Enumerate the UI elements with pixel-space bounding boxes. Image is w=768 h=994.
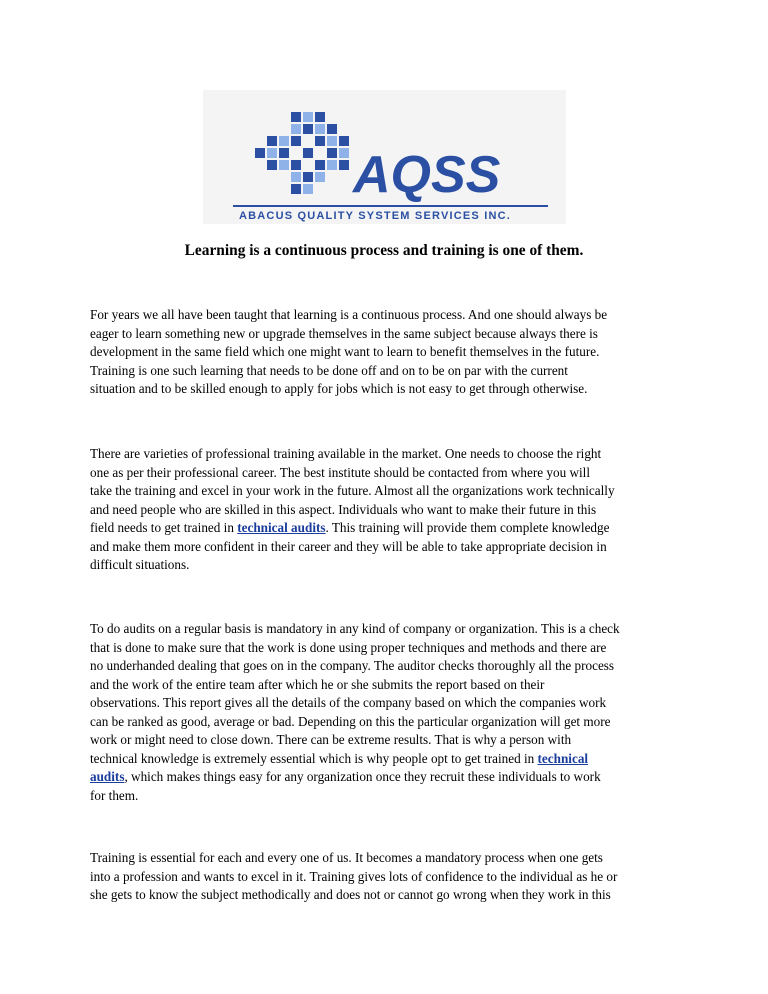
- text-line: and make them more confident in their career and they will be able to take appropriate decision in: [90, 538, 607, 554]
- text-line: observations. This report gives all the details of the company based on which the companies work: [90, 695, 607, 710]
- text-line: she gets to know the subject methodically and does not or cannot go wrong when they work in this: [90, 887, 611, 902]
- text-line: Training is one such learning that needs to be done off and on to be on par with the current: [90, 362, 568, 378]
- text-line: into a profession and wants to excel in it. Training gives lots of confidence to the individual as he or: [90, 868, 618, 884]
- paragraph-2: [90, 445, 682, 575]
- text-line: for them.: [90, 787, 139, 803]
- logo-wordmark: AQSS: [353, 146, 501, 204]
- technical-audits-link[interactable]: technical: [537, 750, 589, 766]
- text-line: that is done to make sure that the work is done using proper techniques and methods and there are: [90, 639, 607, 655]
- text-line: technical knowledge is extremely essential which is why people opt to get trained in technical: [90, 750, 589, 766]
- text-line: take the training and excel in your work in the future. Almost all the organizations work technically: [90, 483, 615, 498]
- paragraph-1: [90, 306, 682, 399]
- text-line: field needs to get trained in technical audits. This training will provide them complete knowledge: [90, 520, 610, 535]
- aqss-logo-graphic: [203, 90, 566, 224]
- text-line: Training is essential for each and every one of us. It becomes a mandatory process when one gets: [90, 850, 603, 865]
- text-line: no underhanded dealing that goes on in the company. The auditor checks thoroughly all the process: [90, 658, 615, 673]
- paragraph-4: [90, 849, 682, 905]
- text-line: eager to learn something new or upgrade themselves in the same subject because always there is: [90, 325, 598, 341]
- text-line: and need people who are skilled in this aspect. Individuals who want to make their future in this: [90, 501, 597, 517]
- text-line: can be ranked as good, average or bad. Depending on this the particular organization will get more: [90, 713, 611, 729]
- technical-audits-link[interactable]: technical audits: [237, 520, 326, 535]
- text-line: difficult situations.: [90, 557, 190, 572]
- text-line: one as per their professional career. The best institute should be contacted from where you will: [90, 464, 590, 480]
- document-heading: Learning is a continuous process and training is one of them.: [184, 242, 584, 259]
- text-line: audits, which makes things easy for any organization once they recruit these individuals to work: [90, 769, 601, 784]
- text-line: For years we all have been taught that learning is a continuous process. And one should always be: [90, 307, 608, 322]
- puzzle-mosaic-icon: [255, 112, 349, 194]
- logo-tagline: ABACUS QUALITY SYSTEM SERVICES INC.: [239, 210, 512, 222]
- company-logo: [203, 90, 566, 224]
- text-line: development in the same field which one might want to learn to benefit themselves in the future.: [90, 344, 600, 359]
- text-line: To do audits on a regular basis is mandatory in any kind of company or organization. This is a check: [90, 621, 620, 636]
- text-line: and the work of the entire team after which he or she submits the report based on their: [90, 676, 545, 692]
- text-line: work or might need to close down. There can be extreme results. That is why a person with: [90, 732, 572, 747]
- text-line: situation and to be skilled enough to apply for jobs which is not easy to get through otherwise.: [90, 381, 588, 396]
- technical-audits-link[interactable]: audits: [90, 769, 125, 784]
- paragraph-3: [90, 620, 682, 805]
- text-line: There are varieties of professional training available in the market. One needs to choose the right: [90, 446, 602, 461]
